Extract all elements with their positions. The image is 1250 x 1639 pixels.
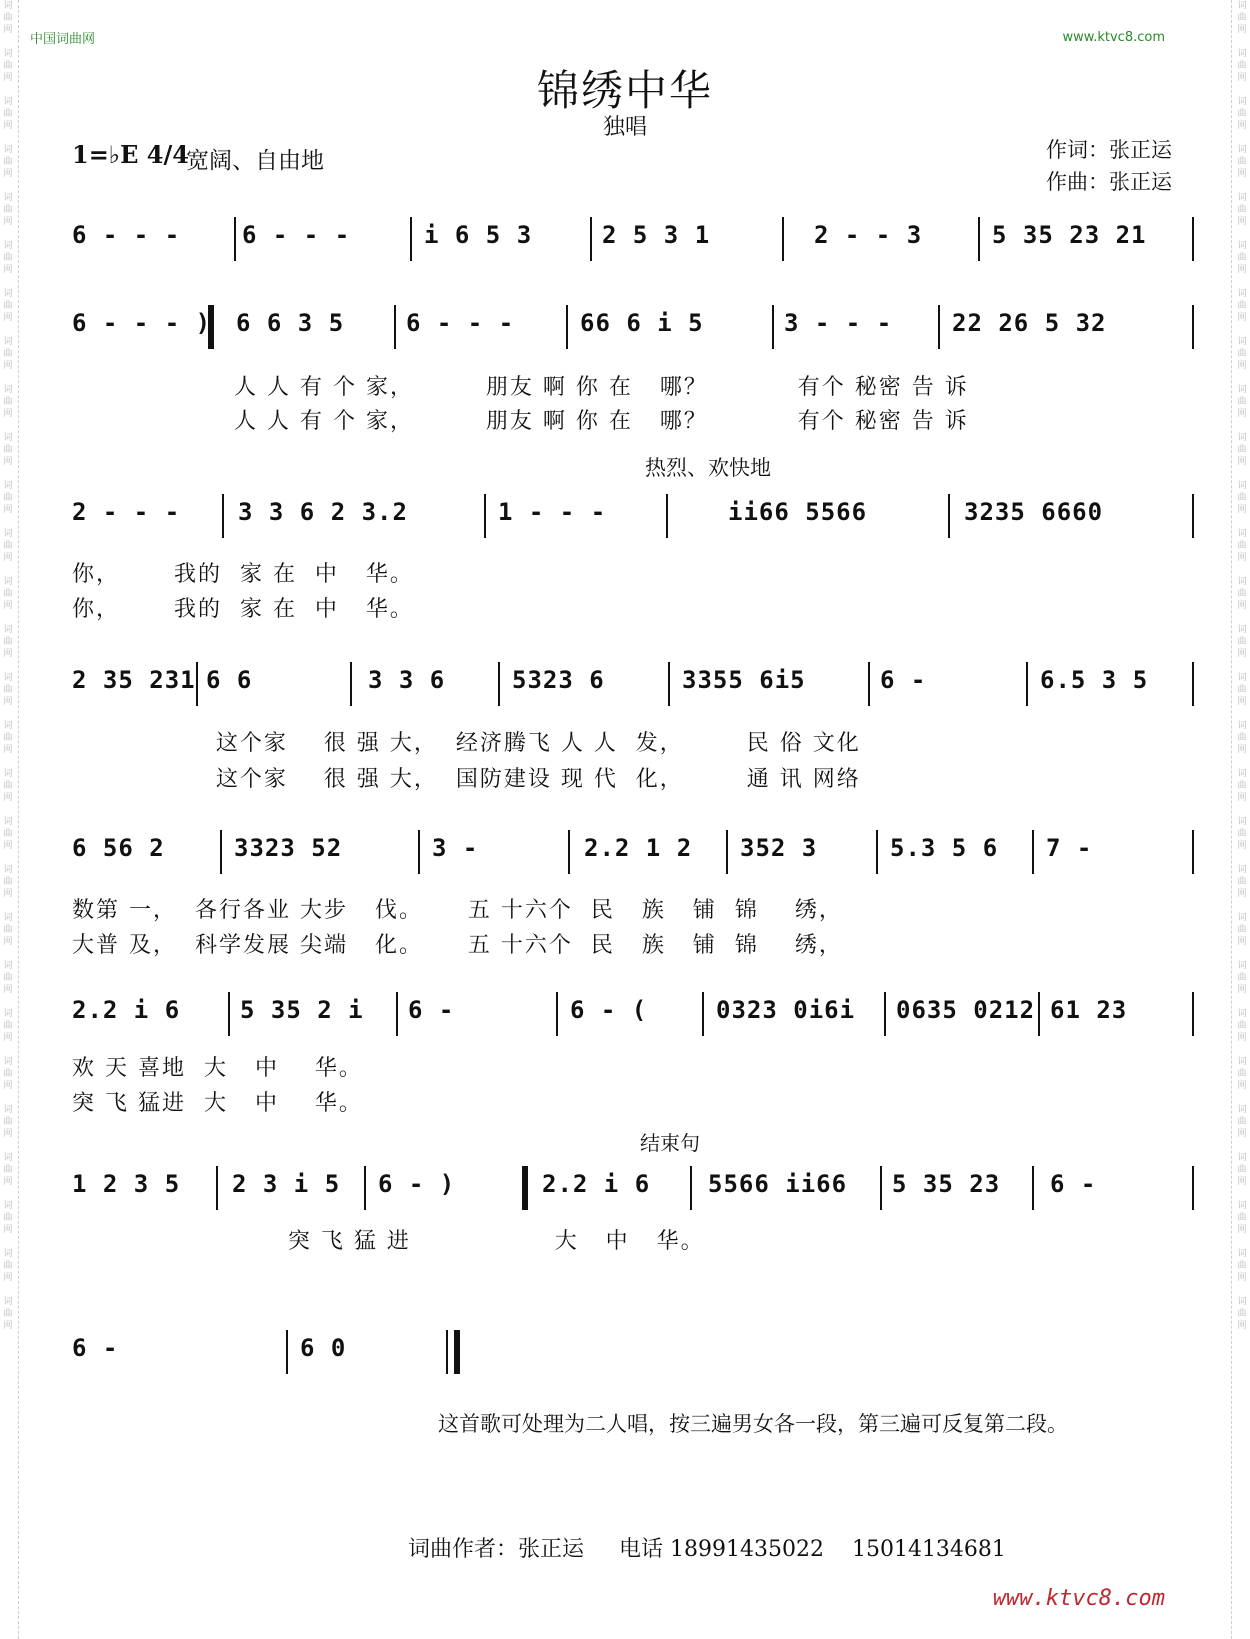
ending-label: 结束句 — [640, 1131, 700, 1155]
left-watermark-strip: 词 曲 网 词 曲 网 词 曲 网 词 曲 网 词 曲 网 词 曲 网 词 曲 网 词 曲 网 词 曲 网 词 曲 网 词 曲 网 词 曲 网 词 曲 网 词 曲 网 词 曲 网 词 曲 网 词 曲 网 词 曲 网 词 曲 网 词 曲 网 词 曲 网 词 曲 网 词 曲 网 词 曲 网 词 曲 网 词 曲 网 词 曲 网 词 曲 网 — [3, 1, 13, 1331]
barline — [702, 992, 704, 1036]
measure: 2.2 i 6 — [542, 1170, 651, 1198]
measure: 6 - ( — [570, 996, 648, 1024]
barline — [484, 494, 486, 538]
tempo-marking: 宽阔、自由地 — [186, 148, 324, 174]
measure: ii66 5566 — [728, 498, 868, 526]
measure: 2.2 1 2 — [584, 834, 693, 862]
barline — [978, 217, 980, 261]
measure: 3 - — [432, 834, 479, 862]
barline — [1192, 494, 1194, 538]
barline — [286, 1330, 288, 1374]
lyric-line: 你， 我的 家 在 中 华。 — [72, 562, 414, 587]
barline — [1192, 217, 1194, 261]
lyric-line: 这个家 很 强 大， 经济腾飞 人 人 发， 民 俗 文化 — [72, 731, 861, 756]
measure: 61 23 — [1050, 996, 1128, 1024]
barline — [394, 305, 396, 349]
footer-credit — [408, 1532, 1006, 1563]
barline — [666, 494, 668, 538]
measure: 6 - - - — [72, 221, 181, 249]
measure: 2 3 i 5 — [232, 1170, 341, 1198]
lyricist-credit: 作词：张正运 — [1046, 138, 1172, 162]
lyric-line: 这个家 很 强 大， 国防建设 现 代 化， 通 讯 网络 — [72, 767, 861, 792]
measure: 0323 0i6i — [716, 996, 856, 1024]
staff-2 — [72, 303, 1200, 353]
lyric-line: 人 人 有 个 家， 朋友 啊 你 在 哪？ 有个 秘密 告 诉 — [234, 409, 969, 434]
song-title: 锦绣中华 — [536, 66, 713, 115]
measure: 6 - — [1050, 1170, 1097, 1198]
composer-credit: 作曲：张正运 — [1046, 170, 1172, 194]
left-margin-line — [18, 0, 19, 1639]
staff-8 — [72, 1328, 1200, 1378]
barline — [1032, 1166, 1034, 1210]
barline — [782, 217, 784, 261]
measure: 6 - - - — [242, 221, 351, 249]
barline — [364, 1166, 366, 1210]
barline — [880, 1166, 882, 1210]
measure: 6 - - - ) — [72, 309, 212, 337]
barline — [590, 217, 592, 261]
barline — [418, 830, 420, 874]
barline — [1038, 992, 1040, 1036]
staff-6 — [72, 990, 1200, 1040]
measure: 6 6 3 5 — [236, 309, 345, 337]
measure: 5 35 2 i — [240, 996, 364, 1024]
barline — [556, 992, 558, 1036]
tempo-marking-2: 热烈、欢快地 — [645, 456, 771, 480]
measure: 5323 6 — [512, 666, 605, 694]
barline — [1192, 1166, 1194, 1210]
footer-site-logo[interactable]: www.ktvc8.com — [992, 1586, 1165, 1611]
measure: 22 26 5 32 — [952, 309, 1107, 337]
barline — [222, 494, 224, 538]
staff-7 — [72, 1164, 1200, 1214]
final-barline-thin — [446, 1330, 448, 1374]
measure: 3 - - - — [784, 309, 893, 337]
staff-1 — [72, 215, 1200, 265]
measure: 3323 52 — [234, 834, 343, 862]
barline — [196, 662, 198, 706]
measure: 6 - — [72, 1334, 119, 1362]
site-name-left[interactable]: 中国词曲网 — [30, 32, 96, 47]
barline — [228, 992, 230, 1036]
lyric-line: 突 飞 猛 进 大 中 华。 — [72, 1229, 705, 1254]
barline — [772, 305, 774, 349]
measure: 7 - — [1046, 834, 1093, 862]
measure: 6 56 2 — [72, 834, 165, 862]
measure: 1 - - - — [498, 498, 607, 526]
measure: 5 35 23 21 — [992, 221, 1147, 249]
barline — [216, 1166, 218, 1210]
barline — [220, 830, 222, 874]
barline — [690, 1166, 692, 1210]
repeat-start-barline — [208, 305, 214, 349]
measure: 6 - — [880, 666, 927, 694]
measure: 1 2 3 5 — [72, 1170, 181, 1198]
barline — [1192, 992, 1194, 1036]
measure: 352 3 — [740, 834, 818, 862]
barline — [350, 662, 352, 706]
measure: 2 5 3 1 — [602, 221, 711, 249]
right-watermark-strip: 词 曲 网 词 曲 网 词 曲 网 词 曲 网 词 曲 网 词 曲 网 词 曲 网 词 曲 网 词 曲 网 词 曲 网 词 曲 网 词 曲 网 词 曲 网 词 曲 网 词 曲 网 词 曲 网 词 曲 网 词 曲 网 词 曲 网 词 曲 网 词 曲 网 词 曲 网 词 曲 网 词 曲 网 词 曲 网 词 曲 网 词 曲 网 词 曲 网 — [1237, 1, 1247, 1331]
measure: 3235 6660 — [964, 498, 1104, 526]
lyric-line: 欢 天 喜地 大 中 华。 — [72, 1056, 363, 1081]
barline — [1026, 662, 1028, 706]
repeat-end-barline — [522, 1166, 528, 1210]
staff-4 — [72, 660, 1200, 710]
lyric-line: 大普 及， 科学发展 尖端 化。 五 十六个 民 族 铺 锦 绣， — [72, 933, 843, 958]
measure: 2 - - - — [72, 498, 181, 526]
measure: i 6 5 3 — [424, 221, 533, 249]
barline — [396, 992, 398, 1036]
barline — [884, 992, 886, 1036]
lyric-line: 人 人 有 个 家， 朋友 啊 你 在 哪？ 有个 秘密 告 诉 — [234, 375, 969, 400]
barline — [668, 662, 670, 706]
barline — [1032, 830, 1034, 874]
site-url-right[interactable]: www.ktvc8.com — [1062, 30, 1165, 45]
barline — [234, 217, 236, 261]
staff-3 — [72, 492, 1200, 542]
measure: 6 6 — [206, 666, 253, 694]
lyric-line: 突 飞 猛进 大 中 华。 — [72, 1091, 363, 1116]
lyric-line: 你， 我的 家 在 中 华。 — [72, 597, 414, 622]
barline — [1192, 662, 1194, 706]
barline — [568, 830, 570, 874]
barline — [410, 217, 412, 261]
measure: 6 0 — [300, 1334, 347, 1362]
measure: 0635 0212 — [896, 996, 1036, 1024]
measure: 2 35 231 — [72, 666, 196, 694]
barline — [1192, 305, 1194, 349]
footer-phone-label: 电话 — [618, 1537, 663, 1562]
footer-phone-2: 15014134681 — [851, 1537, 1006, 1562]
measure: 5 35 23 — [892, 1170, 1001, 1198]
measure: 6 - ) — [378, 1170, 456, 1198]
barline — [948, 494, 950, 538]
measure: 3355 6i5 — [682, 666, 806, 694]
barline — [876, 830, 878, 874]
measure: 66 6 i 5 — [580, 309, 704, 337]
measure: 2.2 i 6 — [72, 996, 181, 1024]
measure: 6.5 3 5 — [1040, 666, 1149, 694]
performance-note: 这首歌可处理为二人唱，按三遍男女各一段，第三遍可反复第二段。 — [438, 1412, 1068, 1436]
barline — [1192, 830, 1194, 874]
footer-phone-1: 18991435022 — [670, 1537, 824, 1562]
measure: 5.3 5 6 — [890, 834, 999, 862]
barline — [566, 305, 568, 349]
key-signature: 1=♭E 4/4 — [72, 140, 189, 169]
staff-5 — [72, 828, 1200, 878]
right-margin-line — [1231, 0, 1232, 1639]
footer-author: 词曲作者：张正运 — [408, 1537, 585, 1562]
barline — [726, 830, 728, 874]
measure: 6 - — [408, 996, 455, 1024]
measure: 6 - - - — [406, 309, 515, 337]
barline — [498, 662, 500, 706]
barline — [938, 305, 940, 349]
final-barline-thick — [454, 1330, 460, 1374]
measure: 3 3 6 — [368, 666, 446, 694]
song-subtitle: 独唱 — [602, 115, 647, 140]
measure: 3 3 6 2 3.2 — [238, 498, 408, 526]
barline — [868, 662, 870, 706]
lyric-line: 数第 一， 各行各业 大步 伐。 五 十六个 民 族 铺 锦 绣， — [72, 898, 843, 923]
measure: 2 - - 3 — [814, 221, 923, 249]
measure: 5566 ii66 — [708, 1170, 848, 1198]
